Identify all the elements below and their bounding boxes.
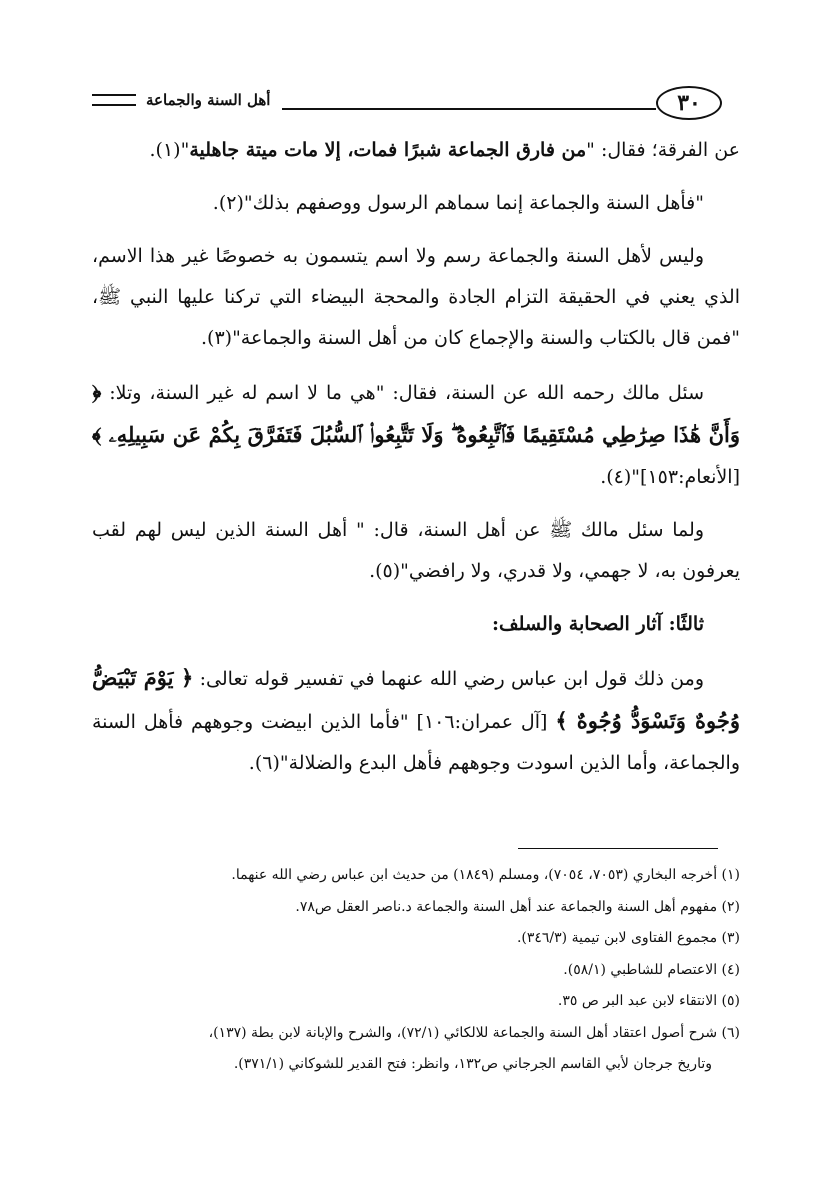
paragraph-1: عن الفرقة؛ فقال: "من فارق الجماعة شبرًا فمات، إلا مات ميتة جاهلية"(١). [149,139,740,161]
main-text [92,130,740,796]
footnote-6: (٦) شرح أصول اعتقاد أهل السنة والجماعة للالكائي (٧٢/١)، والشرح والإبانة لابن بطة (١٣٧)، [208,1024,740,1041]
paragraph-5: ولما سئل مالك ﷺ عن أهل السنة، قال: " أهل السنة الذين ليس لهم لقب يعرفون به، لا جهمي، ولا قدري، ولا رافضي"(٥). [92,519,740,582]
running-title-block [92,88,282,112]
paragraph-2: "فأهل السنة والجماعة إنما سماهم الرسول ووصفهم بذلك"(٢). [212,192,704,214]
footnote-1: (١) أخرجه البخاري (٧٠٥٣، ٧٠٥٤)، ومسلم (١٨٤٩) من حديث ابن عباس رضي الله عنهما. [231,867,740,883]
paragraph-4: سئل مالك رحمه الله عن السنة، فقال: "هي ما لا اسم له غير السنة، وتلا: ﴿ وَأَنَّ هَٰذَا صِرَٰطِي مُسْتَقِيمًا فَٱتَّبِعُوهُ ۖ وَلَا تَتَّبِعُوا۟ ٱلسُّبُلَ فَتَفَرَّقَ بِكُمْ عَن سَبِيلِهِۦ ﴾ [الأنعام:١٥٣]"(٤). [92,379,740,488]
footnote-6-continuation: وتاريخ جرجان لأبي القاسم الجرجاني ص١٣٢، وانظر: فتح القدير للشوكاني (٣٧١/١). [233,1056,712,1072]
footnotes [80,860,740,1081]
hadith-quote: من فارق الجماعة شبرًا فمات، إلا مات ميتة جاهلية [189,139,587,161]
running-title: أهل السنة والجماعة [142,91,274,109]
section-heading: ثالثًا: آثار الصحابة والسلف: [491,613,704,635]
paragraph-3: وليس لأهل السنة والجماعة رسم ولا اسم يتسمون به خصوصًا غير هذا الاسم، الذي يعني في الحقيقة التزام الجادة والمحجة البيضاء التي تركنا عليها النبي ﷺ، "فمن قال بالكتاب والسنة والإجماع كان من أهل السنة والجماعة"(٣). [92,245,740,349]
footnote-2: (٢) مفهوم أهل السنة والجماعة عند أهل السنة والجماعة د.ناصر العقل ص٧٨. [295,898,740,915]
header-ornament [92,94,136,106]
footnote-3: (٣) مجموع الفتاوى لابن تيمية (٣٤٦/٣). [516,930,740,946]
page-header [92,86,722,126]
footnote-5: (٥) الانتقاء لابن عبد البر ص ٣٥. [557,993,740,1009]
quran-verse: ﴿ وَأَنَّ هَٰذَا صِرَٰطِي مُسْتَقِيمًا فَٱتَّبِعُوهُ ۖ وَلَا تَتَّبِعُوا۟ ٱلسُّبُلَ فَتَفَرَّقَ بِكُمْ عَن سَبِيلِهِۦ ﴾ [92,379,740,447]
paragraph-6: ومن ذلك قول ابن عباس رضي الله عنهما في تفسير قوله تعالى: ﴿ يَوْمَ تَبْيَضُّ وُجُوهٌ وَتَسْوَدُّ وُجُوهٌ ﴾ [آل عمران:١٠٦] "فأما الذين ابيضت وجوههم فأهل السنة والجماعة، وأما الذين اسودت وجوههم فأهل البدع والضلالة"(٦). [92,665,740,774]
quran-verse: ﴿ يَوْمَ تَبْيَضُّ وُجُوهٌ وَتَسْوَدُّ وُجُوهٌ ﴾ [92,665,740,733]
page-number: ٣٠ [656,86,722,120]
footnote-separator [518,848,718,849]
footnote-4: (٤) الاعتصام للشاطبي (٥٨/١). [563,961,740,978]
